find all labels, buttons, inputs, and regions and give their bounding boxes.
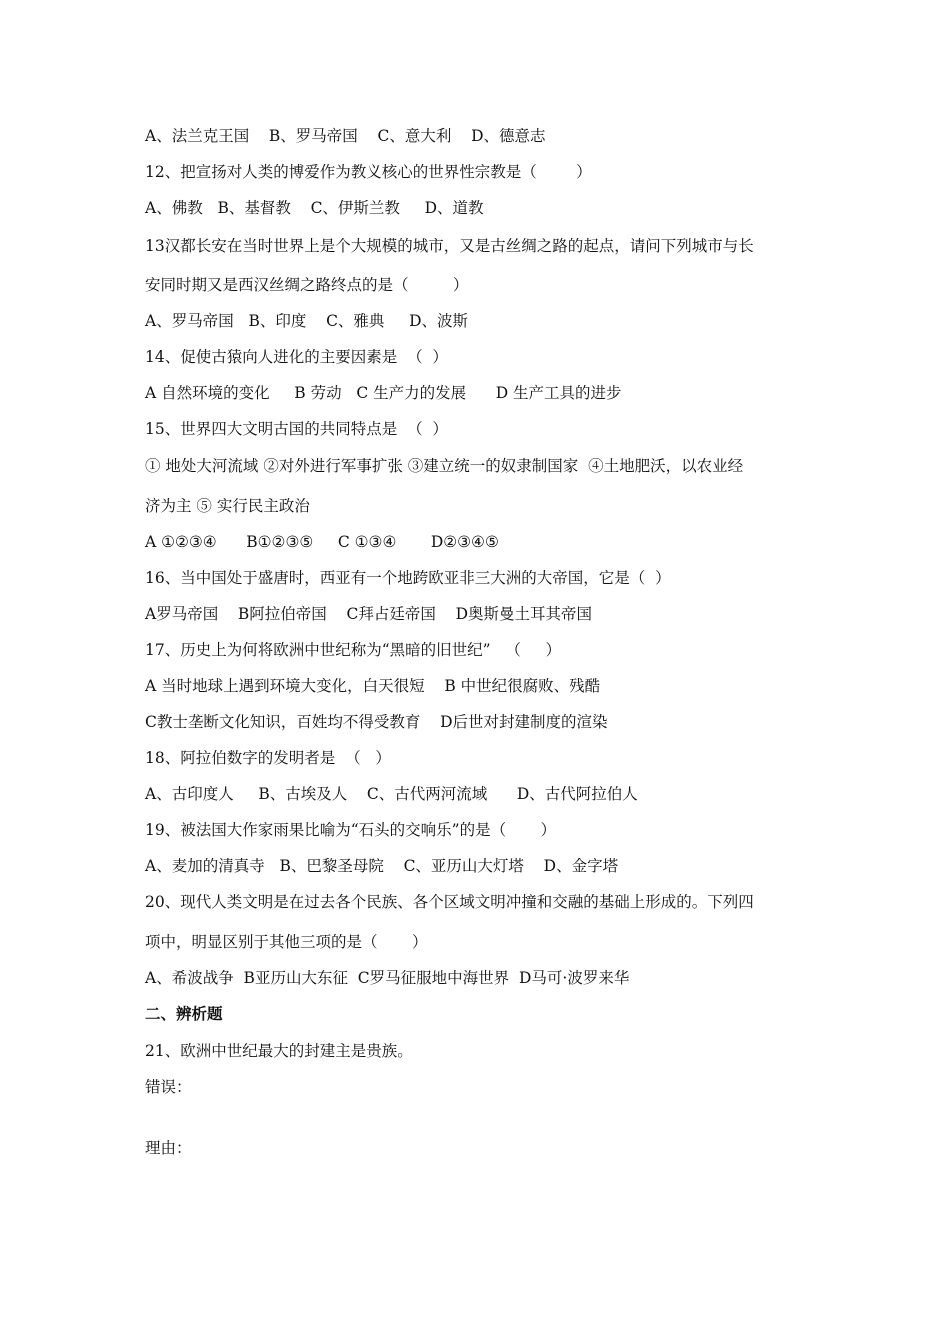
- q16-question: 16、当中国处于盛唐时，西亚有一个地跨欧亚非三大洲的大帝国，它是（ ）: [145, 569, 671, 587]
- q15-options: A ①②③④ B①②③⑤ C ①③④ D②③④⑤: [145, 533, 499, 551]
- q13-question-line1: 13汉都长安在当时世界上是个大规模的城市，又是古丝绸之路的起点，请问下列城市与长: [145, 237, 754, 255]
- q17-options-line2: C教士垄断文化知识，百姓均不得受教育 D后世对封建制度的渲染: [145, 713, 608, 731]
- q18-question: 18、阿拉伯数字的发明者是 （ ）: [145, 749, 391, 767]
- q20-question-line2: 项中，明显区别于其他三项的是（ ）: [145, 933, 428, 951]
- q19-options: A、麦加的清真寺 B、巴黎圣母院 C、亚历山大灯塔 D、金字塔: [145, 857, 619, 875]
- q12-question: 12、把宣扬对人类的博爱作为教义核心的世界性宗教是（ ）: [145, 163, 592, 181]
- q12-options: A、佛教 B、基督教 C、伊斯兰教 D、道教: [145, 199, 484, 217]
- q15-question: 15、世界四大文明古国的共同特点是 （ ）: [145, 420, 448, 438]
- error-label: 错误：: [145, 1078, 192, 1096]
- q13-question-line2: 安同时期又是西汉丝绸之路终点的是（ ）: [145, 276, 469, 294]
- q14-options: A 自然环境的变化 B 劳动 C 生产力的发展 D 生产工具的进步: [145, 384, 622, 402]
- q18-options: A、古印度人 B、古埃及人 C、古代两河流域 D、古代阿拉伯人: [145, 785, 638, 803]
- section-heading: 二、辨析题: [145, 1005, 223, 1023]
- q13-options: A、罗马帝国 B、印度 C、雅典 D、波斯: [145, 312, 468, 330]
- q20-options: A、希波战争 B亚历山大东征 C罗马征服地中海世界 D马可·波罗来华: [145, 969, 630, 987]
- q17-options-line1: A 当时地球上遇到环境大变化，白天很短 B 中世纪很腐败、残酷: [145, 677, 601, 695]
- q19-question: 19、被法国大作家雨果比喻为“石头的交响乐”的是（ ）: [145, 821, 557, 839]
- q15-statements-line1: ① 地处大河流域 ②对外进行军事扩张 ③建立统一的奴隶制国家 ④土地肥沃，以农业经: [145, 457, 744, 475]
- q17-question: 17、历史上为何将欧洲中世纪称为“黑暗的旧世纪” （ ）: [145, 641, 561, 659]
- q11-options: A、法兰克王国 B、罗马帝国 C、意大利 D、德意志: [145, 127, 546, 145]
- q21-statement: 21、欧洲中世纪最大的封建主是贵族。: [145, 1042, 413, 1060]
- q14-question: 14、促使古猿向人进化的主要因素是 （ ）: [145, 348, 448, 366]
- q20-question-line1: 20、现代人类文明是在过去各个民族、各个区域文明冲撞和交融的基础上形成的。下列四: [145, 893, 754, 911]
- q16-options: A罗马帝国 B阿拉伯帝国 C拜占廷帝国 D奥斯曼土耳其帝国: [145, 605, 592, 623]
- q15-statements-line2: 济为主 ⑤ 实行民主政治: [145, 497, 310, 515]
- reason-label: 理由：: [145, 1139, 192, 1157]
